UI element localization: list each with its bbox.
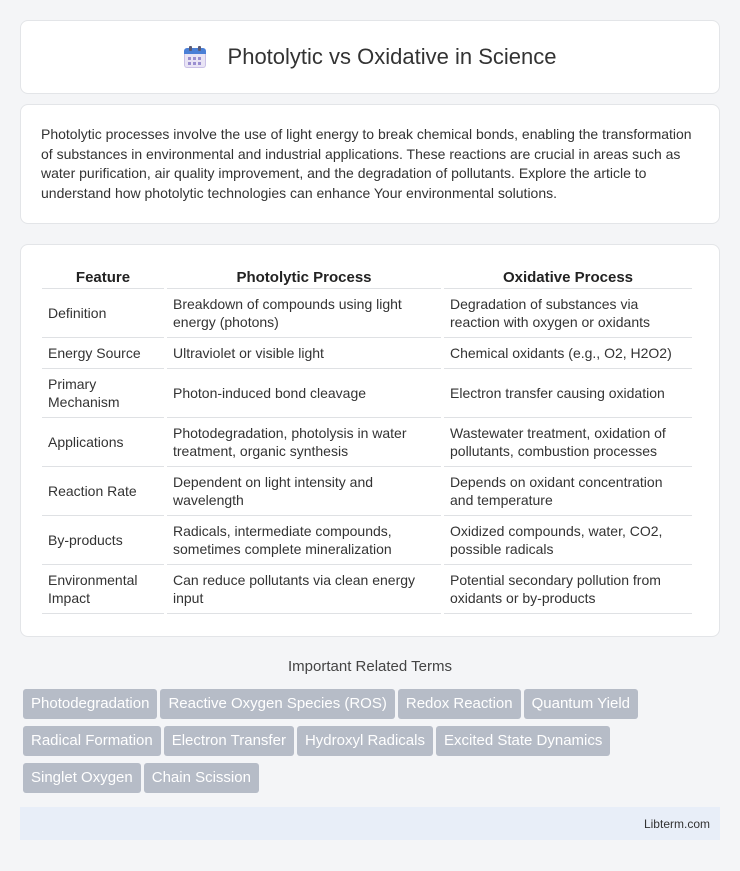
term-tag[interactable]: Singlet Oxygen xyxy=(23,763,141,793)
term-tag[interactable]: Excited State Dynamics xyxy=(436,726,610,756)
term-tag[interactable]: Hydroxyl Radicals xyxy=(297,726,433,756)
feature-cell: By-products xyxy=(42,516,164,565)
header-card xyxy=(20,20,720,94)
photolytic-cell: Photon-induced bond cleavage xyxy=(167,369,441,418)
related-terms-heading: Important Related Terms xyxy=(288,658,452,675)
feature-cell: Applications xyxy=(42,418,164,467)
oxidative-cell: Depends on oxidant concentration and temperature xyxy=(444,467,692,516)
column-header-feature: Feature xyxy=(42,265,164,289)
intro-paragraph: Photolytic processes involve the use of light energy to break chemical bonds, enabling the transformation of substances in environmental and industrial applications. These reactions are crucial in areas such as water purification, air quality improvement, and the degradation of pollutants. Explore the article to understand how photolytic technologies can enhance Your environmental solutions. xyxy=(41,126,692,201)
term-tag[interactable]: Photodegradation xyxy=(23,689,157,719)
term-tag[interactable]: Electron Transfer xyxy=(164,726,294,756)
oxidative-cell: Chemical oxidants (e.g., O2, H2O2) xyxy=(444,338,692,369)
oxidative-cell: Oxidized compounds, water, CO2, possible radicals xyxy=(444,516,692,565)
feature-cell: Primary Mechanism xyxy=(42,369,164,418)
table-row xyxy=(42,418,692,467)
photolytic-cell: Breakdown of compounds using light energy (photons) xyxy=(167,289,441,338)
comparison-table xyxy=(39,265,695,614)
feature-cell: Environmental Impact xyxy=(42,565,164,614)
photolytic-cell: Radicals, intermediate compounds, sometimes complete mineralization xyxy=(167,516,441,565)
comparison-card xyxy=(20,244,720,637)
table-row xyxy=(42,289,692,338)
term-tag[interactable]: Reactive Oxygen Species (ROS) xyxy=(160,689,394,719)
footer xyxy=(20,807,720,840)
photolytic-cell: Can reduce pollutants via clean energy input xyxy=(167,565,441,614)
photolytic-cell: Dependent on light intensity and wavelength xyxy=(167,467,441,516)
feature-cell: Energy Source xyxy=(42,338,164,369)
table-header-row xyxy=(42,265,692,289)
table-row xyxy=(42,516,692,565)
table-row xyxy=(42,467,692,516)
calendar-icon xyxy=(184,46,206,68)
oxidative-cell: Degradation of substances via reaction with oxygen or oxidants xyxy=(444,289,692,338)
photolytic-cell: Photodegradation, photolysis in water treatment, organic synthesis xyxy=(167,418,441,467)
table-row xyxy=(42,565,692,614)
term-tag[interactable]: Radical Formation xyxy=(23,726,161,756)
oxidative-cell: Electron transfer causing oxidation xyxy=(444,369,692,418)
table-row xyxy=(42,338,692,369)
feature-cell: Reaction Rate xyxy=(42,467,164,516)
oxidative-cell: Wastewater treatment, oxidation of pollutants, combustion processes xyxy=(444,418,692,467)
column-header-photolytic: Photolytic Process xyxy=(167,265,441,289)
feature-cell: Definition xyxy=(42,289,164,338)
footer-site-link[interactable]: Libterm.com xyxy=(643,817,710,831)
column-header-oxidative: Oxidative Process xyxy=(444,265,692,289)
table-row xyxy=(42,369,692,418)
term-tag[interactable]: Quantum Yield xyxy=(524,689,638,719)
oxidative-cell: Potential secondary pollution from oxidants or by-products xyxy=(444,565,692,614)
photolytic-cell: Ultraviolet or visible light xyxy=(167,338,441,369)
term-tag[interactable]: Redox Reaction xyxy=(398,689,521,719)
page-title: Photolytic vs Oxidative in Science xyxy=(227,44,557,69)
term-tag[interactable]: Chain Scission xyxy=(144,763,259,793)
intro-card xyxy=(20,104,720,224)
related-terms-list xyxy=(23,689,723,800)
